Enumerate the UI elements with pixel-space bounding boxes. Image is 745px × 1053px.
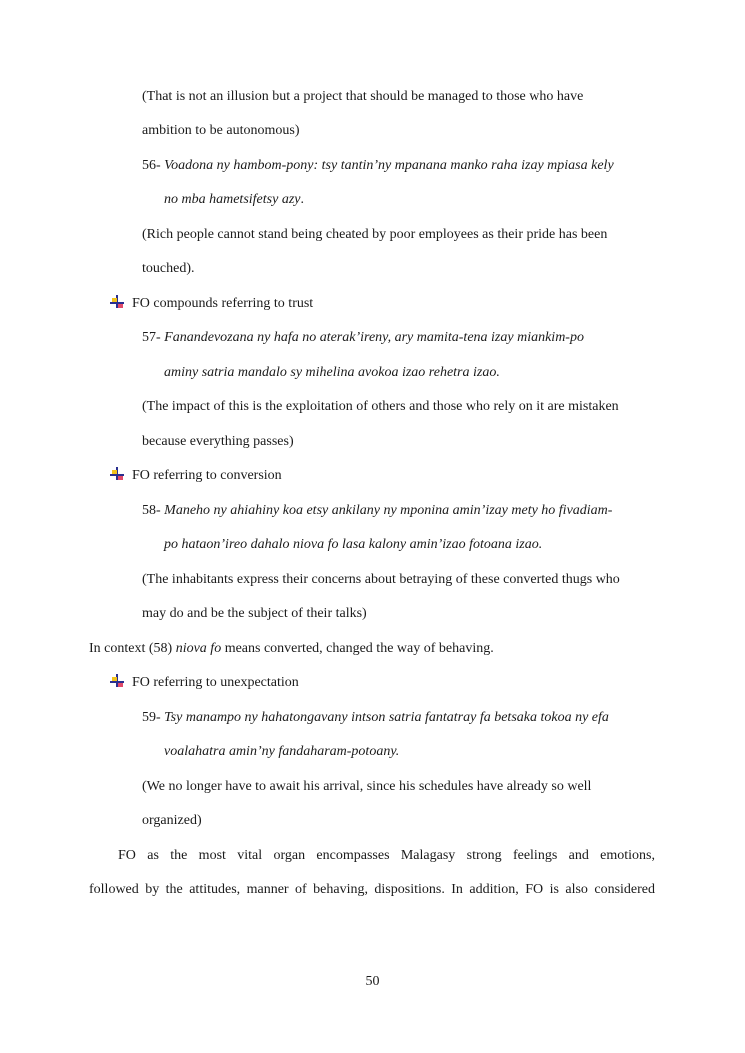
paragraph-line-1: FO as the most vital organ encompasses Malagasy strong feelings and emotions, [118,848,655,863]
colored-cross-bullet-icon [110,674,124,688]
translation-56-line-2: touched). [142,261,195,276]
example-number: 56- [142,158,161,173]
translation-57-line-1: (The impact of this is the exploitation of others and those who rely on it are mistaken [142,399,619,414]
example-58-line-1 [142,502,612,520]
context-text-end: means converted, changed the way of behaving. [221,641,494,656]
paragraph-line-2: followed by the attitudes, manner of behaving, dispositions. In addition, FO is also considered [89,882,655,897]
translation-55-line-1: (That is not an illusion but a project that should be managed to those who have [142,89,584,104]
example-number: 59- [142,710,161,725]
translation-58-line-2: may do and be the subject of their talks) [142,606,367,621]
example-text: Tsy manampo ny hahatongavany intson satria fantatray fa betsaka tokoa ny efa [164,710,609,725]
example-text: Fanandevozana ny hafa no aterak’ireny, ary mamita-tena izay miankim-po [164,330,584,345]
translation-55-line-2: ambition to be autonomous) [142,123,300,138]
example-number: 58- [142,503,161,518]
heading-unexpectation [110,674,299,692]
heading-conversion [110,467,282,485]
context-term: niova fo [175,641,222,656]
context-text: In context (58) [89,641,176,656]
example-57-line-2: aminy satria mandalo sy mihelina avokoa izao rehetra izao. [164,365,500,380]
translation-57-line-2: because everything passes) [142,434,294,449]
translation-56-line-1: (Rich people cannot stand being cheated by poor employees as their pride has been [142,227,608,242]
example-59-line-2: voalahatra amin’ny fandaharam-potoany. [164,744,400,759]
example-text: Maneho ny ahiahiny koa etsy ankilany ny mponina amin’izay mety ho fivadiam- [164,503,613,518]
page-number: 50 [365,974,380,989]
translation-58-line-1: (The inhabitants express their concerns about betraying of these converted thugs who [142,572,620,587]
heading-text: FO referring to unexpectation [132,675,299,690]
example-text: no mba hametsifetsy azy [164,192,301,207]
example-57-line-1 [142,329,584,347]
heading-trust [110,295,313,313]
example-59-line-1 [142,709,609,727]
example-56-line-1 [142,157,614,175]
colored-cross-bullet-icon [110,467,124,481]
example-58-line-2: po hataon’ireo dahalo niova fo lasa kalony amin’izao fotoana izao. [164,537,543,552]
translation-59-line-1: (We no longer have to await his arrival, since his schedules have already so well [142,779,592,794]
heading-text: FO compounds referring to trust [132,296,314,311]
heading-text: FO referring to conversion [132,468,282,483]
example-text: Voadona ny hambom-pony: tsy tantin’ny mpanana manko raha izay mpiasa kely [164,158,614,173]
period: . [300,192,304,207]
translation-59-line-2: organized) [142,813,202,828]
example-56-line-2 [164,191,304,209]
colored-cross-bullet-icon [110,295,124,309]
example-number: 57- [142,330,161,345]
context-note [89,640,494,658]
